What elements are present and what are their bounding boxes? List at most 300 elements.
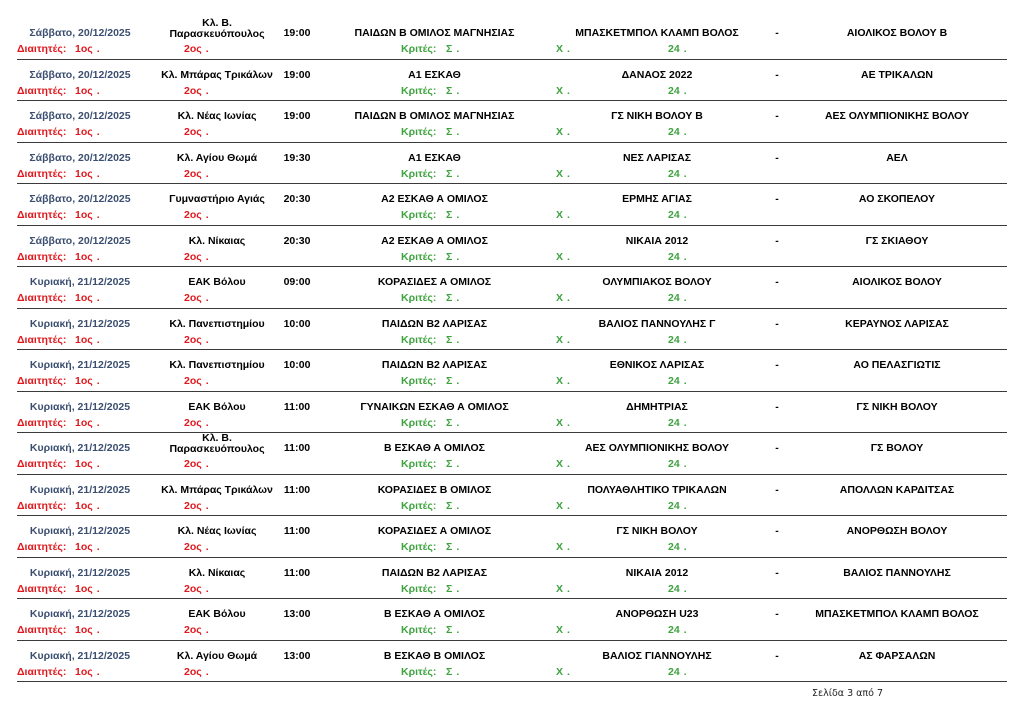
game-row <box>17 226 1007 268</box>
scorer <box>446 85 459 97</box>
game-time: 10:00 <box>283 317 311 330</box>
referees-label: Διαιτητές: <box>17 43 67 55</box>
first-referee-value: . <box>96 126 100 138</box>
versus-dash: - <box>775 608 779 620</box>
first-referee-value: . <box>96 43 100 55</box>
first-referee-label: 1ος <box>75 458 93 470</box>
first-referee-value: . <box>96 541 100 553</box>
shot-clock-value: . <box>683 250 687 263</box>
first-referee <box>75 85 100 97</box>
shot-clock-value: . <box>683 582 687 595</box>
timekeeper <box>556 168 570 180</box>
shot-clock-label: 24 <box>668 499 680 512</box>
game-date: Σάββατο, 20/12/2025 <box>29 68 131 81</box>
away-team: ΑΕΣ ΟΛΥΜΠΙΟΝΙΚΗΣ ΒΟΛΟΥ <box>824 110 970 122</box>
game-date: Κυριακή, 21/12/2025 <box>29 359 131 371</box>
away-team: ΑΝΟΡΘΩΣΗ ΒΟΛΟΥ <box>846 525 948 537</box>
judges-label: Κριτές: <box>401 541 437 553</box>
scorer-value: . <box>456 624 460 636</box>
scorer <box>446 334 459 346</box>
timekeeper-value: . <box>567 167 570 180</box>
game-venue: Κλ. Πανεπιστημίου <box>169 317 265 330</box>
game-info-line <box>17 272 1007 292</box>
second-referee-value: . <box>205 84 209 97</box>
scorer-label: Σ <box>446 582 453 595</box>
shot-clock-label: 24 <box>668 333 680 346</box>
shot-clock-value: . <box>683 665 687 678</box>
second-referee <box>184 624 209 636</box>
game-competition: ΠΑΙΔΩΝ Β ΟΜΙΛΟΣ ΜΑΓΝΗΣΙΑΣ <box>354 110 515 122</box>
second-referee-value: . <box>205 499 209 512</box>
game-venue: Γυμναστήριο Αγιάς <box>169 193 265 205</box>
first-referee-value: . <box>96 250 100 263</box>
timekeeper-label: Χ <box>556 624 564 636</box>
shot-clock-label: 24 <box>668 541 680 553</box>
scorer-value: . <box>456 582 460 595</box>
judges-label: Κριτές: <box>401 250 437 263</box>
scorer-value: . <box>456 250 460 263</box>
away-team: ΓΣ ΝΙΚΗ ΒΟΛΟΥ <box>856 400 938 413</box>
timekeeper-value: . <box>567 499 570 512</box>
second-referee-label: 2ος <box>184 458 202 470</box>
game-info-line <box>17 65 1007 85</box>
game-date: Σάββατο, 20/12/2025 <box>29 151 131 164</box>
home-team: ΑΝΟΡΘΩΣΗ U23 <box>615 608 699 620</box>
scorer-value: . <box>456 209 460 221</box>
second-referee-value: . <box>205 43 209 55</box>
home-team: ΒΑΛΙΟΣ ΓΙΑΝΝΟΥΛΗΣ <box>602 649 712 662</box>
second-referee-label: 2ος <box>184 665 202 678</box>
timekeeper <box>556 458 570 470</box>
scorer-label: Σ <box>446 416 453 429</box>
shot-clock-value: . <box>683 541 687 553</box>
second-referee-value: . <box>205 250 209 263</box>
game-row <box>17 641 1007 683</box>
game-competition: ΠΑΙΔΩΝ Β2 ΛΑΡΙΣΑΣ <box>381 359 488 371</box>
timekeeper-value: . <box>567 458 570 470</box>
game-date: Κυριακή, 21/12/2025 <box>29 317 131 330</box>
schedule-sheet <box>17 18 1007 682</box>
second-referee-label: 2ος <box>184 375 202 387</box>
away-team: ΑΟ ΣΚΟΠΕΛΟΥ <box>858 193 936 205</box>
second-referee-value: . <box>205 167 209 180</box>
shot-clock-value: . <box>683 499 687 512</box>
timekeeper <box>556 292 570 304</box>
second-referee-value: . <box>205 333 209 346</box>
second-referee <box>184 458 209 470</box>
versus-dash: - <box>775 649 779 662</box>
timekeeper-value: . <box>567 416 570 429</box>
game-date: Σάββατο, 20/12/2025 <box>29 110 131 122</box>
page-number: Σελίδα 3 από 7 <box>812 688 883 699</box>
game-competition: Α2 ΕΣΚΑΘ Α ΟΜΙΛΟΣ <box>381 234 488 247</box>
first-referee-value: . <box>96 84 100 97</box>
timekeeper <box>556 375 570 387</box>
judges-label: Κριτές: <box>401 624 437 636</box>
home-team: ΓΣ ΝΙΚΗ ΒΟΛΟΥ <box>616 525 698 537</box>
away-team: ΑΟ ΠΕΛΑΣΓΙΩΤΙΣ <box>853 359 941 371</box>
shot-clock-label: 24 <box>668 126 680 138</box>
first-referee-label: 1ος <box>75 333 93 346</box>
timekeeper <box>556 334 570 346</box>
shot-clock-operator <box>668 126 687 138</box>
first-referee-label: 1ος <box>75 292 93 304</box>
referees-label: Διαιτητές: <box>17 167 67 180</box>
home-team: ΒΑΛΙΟΣ ΠΑΝΝΟΥΛΗΣ Γ <box>598 317 716 330</box>
first-referee <box>75 500 100 512</box>
scorer-label: Σ <box>446 375 453 387</box>
scorer-label: Σ <box>446 167 453 180</box>
second-referee-value: . <box>205 582 209 595</box>
shot-clock-label: 24 <box>668 582 680 595</box>
second-referee <box>184 251 209 263</box>
judges-label: Κριτές: <box>401 499 437 512</box>
game-competition: ΚΟΡΑΣΙΔΕΣ Α ΟΜΙΛΟΣ <box>377 525 492 537</box>
first-referee-label: 1ος <box>75 624 93 636</box>
game-info-line <box>17 231 1007 251</box>
game-info-line <box>17 106 1007 126</box>
shot-clock-operator <box>668 500 687 512</box>
judges-label: Κριτές: <box>401 84 437 97</box>
shot-clock-operator <box>668 624 687 636</box>
scorer-label: Σ <box>446 209 453 221</box>
shot-clock-label: 24 <box>668 250 680 263</box>
timekeeper-value: . <box>567 126 570 138</box>
game-competition: Β ΕΣΚΑΘ Β ΟΜΙΛΟΣ <box>383 649 486 662</box>
second-referee-label: 2ος <box>184 43 202 55</box>
scorer-label: Σ <box>446 43 453 55</box>
shot-clock-value: . <box>683 292 687 304</box>
game-venue: Κλ. Μπάρας Τρικάλων <box>161 483 273 496</box>
home-team: ΝΕΣ ΛΑΡΙΣΑΣ <box>622 151 692 164</box>
game-info-line <box>17 189 1007 209</box>
scorer-value: . <box>456 416 460 429</box>
game-row <box>17 18 1007 60</box>
game-row <box>17 60 1007 102</box>
first-referee <box>75 292 100 304</box>
timekeeper <box>556 666 570 678</box>
officials-line <box>17 583 1007 597</box>
shot-clock-value: . <box>683 126 687 138</box>
first-referee-label: 1ος <box>75 582 93 595</box>
first-referee-label: 1ος <box>75 541 93 553</box>
first-referee <box>75 417 100 429</box>
timekeeper-label: Χ <box>556 333 564 346</box>
second-referee-value: . <box>205 126 209 138</box>
game-date: Κυριακή, 21/12/2025 <box>29 442 131 454</box>
shot-clock-value: . <box>683 167 687 180</box>
timekeeper <box>556 541 570 553</box>
home-team: ΔΑΝΑΟΣ 2022 <box>621 68 693 81</box>
shot-clock-operator <box>668 209 687 221</box>
game-competition: ΚΟΡΑΣΙΔΕΣ Α ΟΜΙΛΟΣ <box>377 276 492 288</box>
first-referee <box>75 375 100 387</box>
second-referee <box>184 583 209 595</box>
timekeeper-label: Χ <box>556 499 564 512</box>
timekeeper-value: . <box>567 333 570 346</box>
shot-clock-operator <box>668 583 687 595</box>
timekeeper-label: Χ <box>556 582 564 595</box>
scorer <box>446 458 459 470</box>
versus-dash: - <box>775 442 779 454</box>
timekeeper-label: Χ <box>556 292 564 304</box>
first-referee-label: 1ος <box>75 209 93 221</box>
game-competition: Α2 ΕΣΚΑΘ Α ΟΜΙΛΟΣ <box>381 193 488 205</box>
game-time: 11:00 <box>283 525 311 537</box>
scorer-value: . <box>456 458 460 470</box>
game-info-line <box>17 314 1007 334</box>
referees-label: Διαιτητές: <box>17 582 67 595</box>
game-venue: Κλ. Β. Παρασκευόπουλος <box>169 18 265 40</box>
second-referee <box>184 209 209 221</box>
timekeeper-value: . <box>567 43 570 55</box>
versus-dash: - <box>775 483 779 496</box>
shot-clock-value: . <box>683 458 687 470</box>
second-referee <box>184 85 209 97</box>
game-time: 19:00 <box>283 68 311 81</box>
game-date: Κυριακή, 21/12/2025 <box>29 483 131 496</box>
game-competition: Β ΕΣΚΑΘ Α ΟΜΙΛΟΣ <box>384 608 485 620</box>
referees-label: Διαιτητές: <box>17 333 67 346</box>
first-referee-value: . <box>96 375 100 387</box>
shot-clock-operator <box>668 541 687 553</box>
timekeeper-label: Χ <box>556 375 564 387</box>
referees-label: Διαιτητές: <box>17 209 67 221</box>
timekeeper-label: Χ <box>556 84 564 97</box>
shot-clock-value: . <box>683 84 687 97</box>
scorer-label: Σ <box>446 292 453 304</box>
timekeeper-value: . <box>567 375 570 387</box>
second-referee-label: 2ος <box>184 167 202 180</box>
scorer-label: Σ <box>446 333 453 346</box>
scorer <box>446 168 459 180</box>
first-referee-label: 1ος <box>75 84 93 97</box>
game-row <box>17 309 1007 351</box>
game-venue: Κλ. Β. Παρασκευόπουλος <box>169 433 265 455</box>
game-competition: ΠΑΙΔΩΝ Β2 ΛΑΡΙΣΑΣ <box>381 566 488 579</box>
judges-label: Κριτές: <box>401 416 437 429</box>
scorer-value: . <box>456 84 460 97</box>
first-referee-value: . <box>96 292 100 304</box>
timekeeper-label: Χ <box>556 665 564 678</box>
first-referee <box>75 583 100 595</box>
shot-clock-label: 24 <box>668 416 680 429</box>
second-referee <box>184 500 209 512</box>
shot-clock-label: 24 <box>668 375 680 387</box>
timekeeper <box>556 251 570 263</box>
referees-label: Διαιτητές: <box>17 541 67 553</box>
referees-label: Διαιτητές: <box>17 375 67 387</box>
game-competition: ΚΟΡΑΣΙΔΕΣ Β ΟΜΙΛΟΣ <box>377 483 492 496</box>
scorer <box>446 583 459 595</box>
officials-line <box>17 541 1007 555</box>
game-time: 20:30 <box>283 193 311 205</box>
scorer-value: . <box>456 375 460 387</box>
game-date: Κυριακή, 21/12/2025 <box>29 608 131 620</box>
game-time: 13:00 <box>283 649 311 662</box>
home-team: ΕΘΝΙΚΟΣ ΛΑΡΙΣΑΣ <box>609 359 705 371</box>
shot-clock-label: 24 <box>668 43 680 55</box>
scorer-value: . <box>456 43 460 55</box>
game-date: Κυριακή, 21/12/2025 <box>29 525 131 537</box>
scorer-label: Σ <box>446 84 453 97</box>
first-referee-value: . <box>96 209 100 221</box>
versus-dash: - <box>775 151 779 164</box>
game-venue: Κλ. Αγίου Θωμά <box>176 649 258 662</box>
versus-dash: - <box>775 110 779 122</box>
timekeeper-value: . <box>567 84 570 97</box>
away-team: ΓΣ ΣΚΙΑΘΟΥ <box>865 234 929 247</box>
first-referee <box>75 43 100 55</box>
first-referee <box>75 624 100 636</box>
second-referee-label: 2ος <box>184 499 202 512</box>
officials-line <box>17 417 1007 431</box>
versus-dash: - <box>775 359 779 371</box>
game-competition: ΠΑΙΔΩΝ Β2 ΛΑΡΙΣΑΣ <box>381 317 488 330</box>
shot-clock-label: 24 <box>668 209 680 221</box>
second-referee-label: 2ος <box>184 416 202 429</box>
scorer-value: . <box>456 541 460 553</box>
judges-label: Κριτές: <box>401 582 437 595</box>
timekeeper <box>556 43 570 55</box>
home-team: ΜΠΑΣΚΕΤΜΠΟΛ ΚΛΑΜΠ ΒΟΛΟΣ <box>575 27 739 39</box>
timekeeper-value: . <box>567 582 570 595</box>
officials-line <box>17 209 1007 223</box>
first-referee-value: . <box>96 333 100 346</box>
second-referee-label: 2ος <box>184 541 202 553</box>
versus-dash: - <box>775 317 779 330</box>
game-date: Κυριακή, 21/12/2025 <box>29 276 131 288</box>
game-date: Σάββατο, 20/12/2025 <box>29 193 131 205</box>
second-referee-label: 2ος <box>184 333 202 346</box>
second-referee-label: 2ος <box>184 582 202 595</box>
second-referee <box>184 541 209 553</box>
scorer-label: Σ <box>446 665 453 678</box>
game-date: Κυριακή, 21/12/2025 <box>29 566 131 579</box>
judges-label: Κριτές: <box>401 43 437 55</box>
away-team: ΑΠΟΛΛΩΝ ΚΑΡΔΙΤΣΑΣ <box>839 483 955 496</box>
versus-dash: - <box>775 525 779 537</box>
officials-line <box>17 375 1007 389</box>
home-team: ΑΕΣ ΟΛΥΜΠΙΟΝΙΚΗΣ ΒΟΛΟΥ <box>584 442 730 454</box>
game-row <box>17 392 1007 434</box>
timekeeper <box>556 209 570 221</box>
scorer-label: Σ <box>446 250 453 263</box>
timekeeper <box>556 624 570 636</box>
referees-label: Διαιτητές: <box>17 292 67 304</box>
first-referee <box>75 168 100 180</box>
game-info-line <box>17 563 1007 583</box>
home-team: ΓΣ ΝΙΚΗ ΒΟΛΟΥ Β <box>611 110 703 122</box>
shot-clock-label: 24 <box>668 167 680 180</box>
game-venue: Κλ. Πανεπιστημίου <box>169 359 265 371</box>
first-referee <box>75 541 100 553</box>
timekeeper <box>556 500 570 512</box>
second-referee <box>184 334 209 346</box>
second-referee-label: 2ος <box>184 292 202 304</box>
second-referee <box>184 168 209 180</box>
scorer-label: Σ <box>446 541 453 553</box>
second-referee <box>184 666 209 678</box>
officials-line <box>17 168 1007 182</box>
first-referee-label: 1ος <box>75 167 93 180</box>
game-time: 19:00 <box>283 27 311 39</box>
game-info-line <box>17 646 1007 666</box>
game-time: 11:00 <box>283 483 311 496</box>
timekeeper-value: . <box>567 250 570 263</box>
versus-dash: - <box>775 276 779 288</box>
game-time: 11:00 <box>283 400 311 413</box>
game-info-line <box>17 355 1007 375</box>
scorer <box>446 375 459 387</box>
game-info-line <box>17 604 1007 624</box>
timekeeper-label: Χ <box>556 43 564 55</box>
second-referee <box>184 375 209 387</box>
shot-clock-operator <box>668 458 687 470</box>
second-referee-value: . <box>205 375 209 387</box>
game-time: 13:00 <box>283 608 311 620</box>
first-referee <box>75 666 100 678</box>
first-referee-value: . <box>96 582 100 595</box>
referees-label: Διαιτητές: <box>17 250 67 263</box>
shot-clock-label: 24 <box>668 458 680 470</box>
officials-line <box>17 666 1007 680</box>
game-competition: Α1 ΕΣΚΑΘ <box>408 151 461 164</box>
shot-clock-label: 24 <box>668 665 680 678</box>
game-venue: Κλ. Αγίου Θωμά <box>176 151 258 164</box>
versus-dash: - <box>775 193 779 205</box>
second-referee-value: . <box>205 624 209 636</box>
game-time: 09:00 <box>283 276 311 288</box>
game-venue: Κλ. Νίκαιας <box>188 234 246 247</box>
timekeeper-label: Χ <box>556 416 564 429</box>
game-venue: ΕΑΚ Βόλου <box>188 400 246 413</box>
shot-clock-value: . <box>683 209 687 221</box>
first-referee-label: 1ος <box>75 416 93 429</box>
home-team: ΝΙΚΑΙΑ 2012 <box>625 234 689 247</box>
game-info-line <box>17 433 1007 458</box>
second-referee <box>184 126 209 138</box>
shot-clock-value: . <box>683 43 687 55</box>
shot-clock-operator <box>668 375 687 387</box>
shot-clock-label: 24 <box>668 292 680 304</box>
game-venue: ΕΑΚ Βόλου <box>188 608 246 620</box>
second-referee-value: . <box>205 209 209 221</box>
game-venue: Κλ. Νέας Ιωνίας <box>177 110 257 122</box>
game-competition: ΠΑΙΔΩΝ Β ΟΜΙΛΟΣ ΜΑΓΝΗΣΙΑΣ <box>354 27 515 39</box>
game-row <box>17 433 1007 475</box>
game-info-line <box>17 397 1007 417</box>
game-venue: Κλ. Μπάρας Τρικάλων <box>161 68 273 81</box>
officials-line <box>17 458 1007 472</box>
game-time: 20:30 <box>283 234 311 247</box>
away-team: ΑΣ ΦΑΡΣΑΛΩΝ <box>858 649 936 662</box>
shot-clock-operator <box>668 85 687 97</box>
shot-clock-label: 24 <box>668 84 680 97</box>
scorer-value: . <box>456 167 460 180</box>
officials-line <box>17 500 1007 514</box>
first-referee-value: . <box>96 665 100 678</box>
game-date: Κυριακή, 21/12/2025 <box>29 400 131 413</box>
officials-line <box>17 334 1007 348</box>
game-row <box>17 101 1007 143</box>
game-time: 19:30 <box>283 151 311 164</box>
game-row <box>17 267 1007 309</box>
timekeeper-label: Χ <box>556 458 564 470</box>
second-referee-label: 2ος <box>184 624 202 636</box>
game-date: Κυριακή, 21/12/2025 <box>29 649 131 662</box>
home-team: ΝΙΚΑΙΑ 2012 <box>625 566 689 579</box>
